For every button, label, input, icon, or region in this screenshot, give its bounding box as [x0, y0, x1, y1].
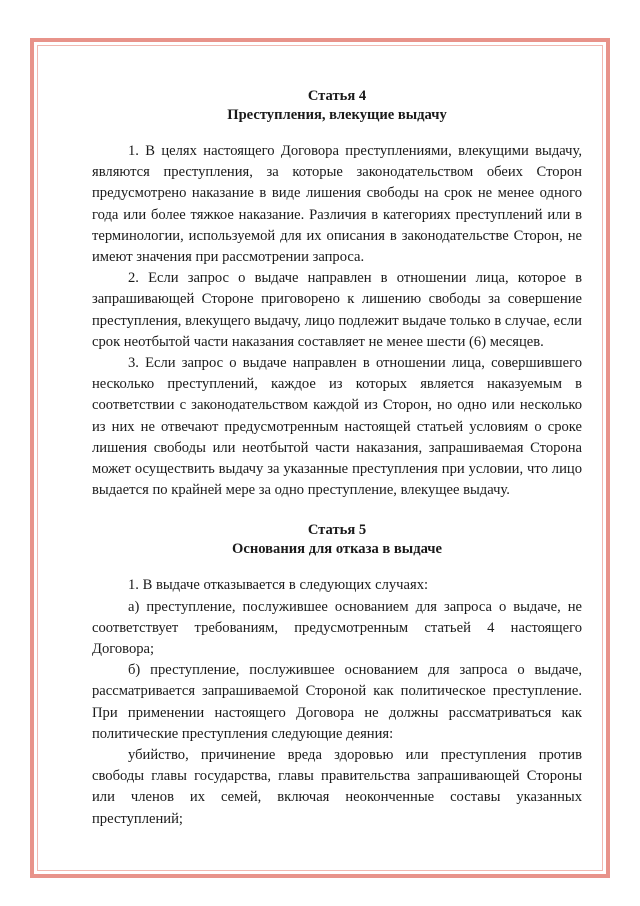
article-5-paragraph-1: 1. В выдаче отказывается в следующих случаях:	[128, 577, 429, 594]
article-5-item-a: а) преступление, послужившее основанием для запроса о выдаче, не соответствует требованиям, предусмотренным статьей 4 настоящего Договора;	[92, 598, 582, 658]
document-body	[92, 82, 582, 830]
article-5-number: Статья 5	[307, 522, 367, 539]
article-4-paragraph-3: 3. Если запрос о выдаче направлен в отношении лица, совершившего несколько преступлений, каждое из которых является наказуемым в соответствии с законодательством каждой из Сторон, но одно или несколько из них не отвечают предусмотренным настоящей статьей условиям о сроке лишения свободы или неотбытой части наказания, запрашиваемая Сторона может осуществить выдачу за указанные преступления при условии, что лицо выдается по крайней мере за одно преступление, влекущее выдачу.	[92, 355, 582, 499]
article-4-paragraph-1: 1. В целях настоящего Договора преступлениями, влекущими выдачу, являются преступления, за которые законодательством обеих Сторон предусмотрено наказание в виде лишения свободы на срок не менее одного года или более тяжкое наказание. Различия в категориях преступлений или в терминологии, используемой для их описания в законодательстве Сторон, не имеют значения при рассмотрении запроса.	[92, 143, 582, 266]
article-4-paragraph-2: 2. Если запрос о выдаче направлен в отношении лица, которое в запрашивающей Стороне приговорено к лишению свободы за совершение преступления, влекущего выдачу, лицо подлежит выдаче только в случае, если срок неотбытой части наказания составляет не менее шести (6) месяцев.	[92, 270, 582, 350]
article-5-title: Основания для отказа в выдаче	[232, 541, 442, 558]
article-4-number: Статья 4	[307, 88, 367, 104]
article-5-item-b-detail: убийство, причинение вреда здоровью или преступления против свободы главы государства, главы правительства запрашивающей Стороны или членов их семей, включая неоконченные составы указанных преступлений;	[92, 747, 582, 827]
article-5-item-b: б) преступление, послужившее основанием для запроса о выдаче, рассматривается запрашиваемой Стороной как политическое преступление. При применении настоящего Договора не должны рассматриваться как политические преступления следующие деяния:	[92, 662, 582, 742]
article-4-title: Преступления, влекущие выдачу	[227, 107, 447, 123]
